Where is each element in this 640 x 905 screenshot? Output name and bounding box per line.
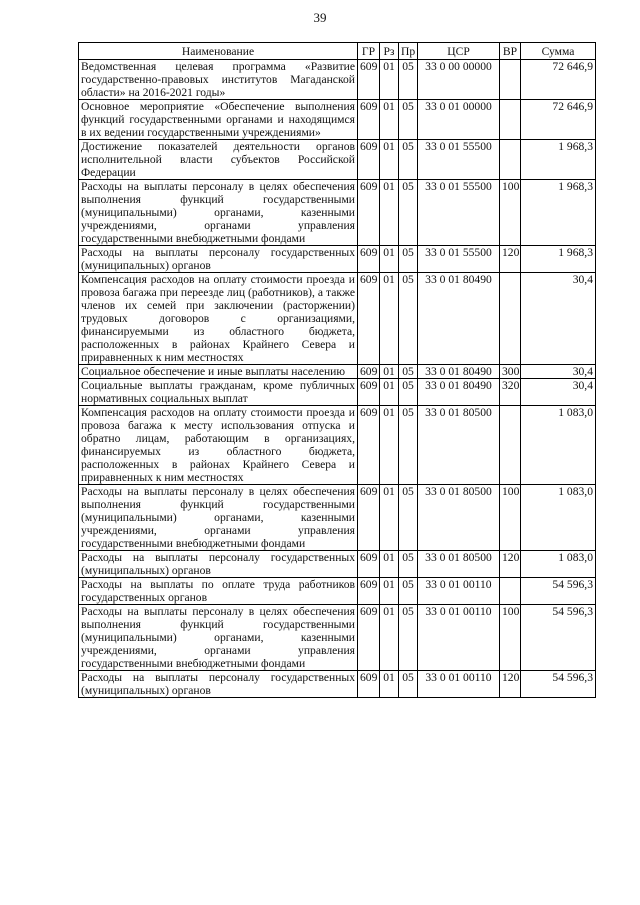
row-gr: 609 [358, 379, 380, 406]
row-rz: 01 [380, 551, 399, 578]
header-pr: Пр [399, 43, 418, 60]
row-sum: 1 083,0 [521, 406, 596, 485]
row-gr: 609 [358, 605, 380, 671]
row-pr: 05 [399, 246, 418, 273]
row-vr [500, 406, 521, 485]
header-csr: ЦСР [418, 43, 500, 60]
row-gr: 609 [358, 180, 380, 246]
row-sum: 1 968,3 [521, 246, 596, 273]
header-vr: ВР [500, 43, 521, 60]
row-sum: 30,4 [521, 379, 596, 406]
row-name: Расходы на выплаты персоналу государственных (муниципальных) органов [79, 671, 358, 698]
row-gr: 609 [358, 100, 380, 140]
row-gr: 609 [358, 60, 380, 100]
row-rz: 01 [380, 60, 399, 100]
table-row [79, 671, 596, 698]
row-pr: 05 [399, 100, 418, 140]
row-csr: 33 0 01 00000 [418, 100, 500, 140]
row-name: Расходы на выплаты персоналу в целях обеспечения выполнения функций государственными (муниципальными) органами, казенными учреждениями, органами управления государственными внебюджетными фондами [79, 485, 358, 551]
row-name: Расходы на выплаты персоналу государственных (муниципальных) органов [79, 246, 358, 273]
page-number: 39 [313, 10, 327, 25]
table-row [79, 140, 596, 180]
row-csr: 33 0 01 00110 [418, 605, 500, 671]
row-pr: 05 [399, 605, 418, 671]
row-name: Расходы на выплаты персоналу в целях обеспечения выполнения функций государственными (муниципальными) органами, казенными учреждениями, органами управления государственными внебюджетными фондами [79, 605, 358, 671]
row-sum: 1 968,3 [521, 140, 596, 180]
row-gr: 609 [358, 485, 380, 551]
row-pr: 05 [399, 578, 418, 605]
row-vr: 100 [500, 180, 521, 246]
table-row [79, 60, 596, 100]
row-csr: 33 0 01 80490 [418, 273, 500, 365]
row-csr: 33 0 01 80500 [418, 485, 500, 551]
row-sum: 72 646,9 [521, 100, 596, 140]
row-sum: 30,4 [521, 273, 596, 365]
row-name: Основное мероприятие «Обеспечение выполнения функций государственными органами и находящимся в их ведении государственными учреждениями» [79, 100, 358, 140]
row-name: Достижение показателей деятельности органов исполнительной власти субъектов Российской Федерации [79, 140, 358, 180]
row-rz: 01 [380, 671, 399, 698]
row-vr: 320 [500, 379, 521, 406]
row-rz: 01 [380, 273, 399, 365]
row-csr: 33 0 01 80500 [418, 406, 500, 485]
row-pr: 05 [399, 60, 418, 100]
row-sum: 1 083,0 [521, 485, 596, 551]
header-name: Наименование [79, 43, 358, 60]
row-csr: 33 0 01 00110 [418, 578, 500, 605]
row-rz: 01 [380, 485, 399, 551]
row-vr: 120 [500, 551, 521, 578]
table-header-row [79, 43, 596, 60]
row-vr: 300 [500, 365, 521, 379]
row-pr: 05 [399, 365, 418, 379]
row-sum: 30,4 [521, 365, 596, 379]
row-csr: 33 0 00 00000 [418, 60, 500, 100]
row-rz: 01 [380, 100, 399, 140]
row-rz: 01 [380, 379, 399, 406]
row-rz: 01 [380, 140, 399, 180]
table-row [79, 578, 596, 605]
table-row [79, 551, 596, 578]
header-sum: Сумма [521, 43, 596, 60]
row-vr: 100 [500, 485, 521, 551]
row-vr: 120 [500, 671, 521, 698]
row-name: Расходы на выплаты персоналу в целях обеспечения выполнения функций государственными (муниципальными) органами, казенными учреждениями, органами управления государственными внебюджетными фондами [79, 180, 358, 246]
row-vr [500, 100, 521, 140]
row-sum: 1 083,0 [521, 551, 596, 578]
row-rz: 01 [380, 605, 399, 671]
row-pr: 05 [399, 273, 418, 365]
row-pr: 05 [399, 379, 418, 406]
row-csr: 33 0 01 55500 [418, 180, 500, 246]
row-pr: 05 [399, 406, 418, 485]
row-sum: 1 968,3 [521, 180, 596, 246]
table-body [79, 60, 596, 698]
row-pr: 05 [399, 551, 418, 578]
budget-table [78, 42, 596, 698]
row-vr: 100 [500, 605, 521, 671]
row-name: Ведомственная целевая программа «Развитие государственно-правовых институтов Магаданской области» на 2016-2021 годы» [79, 60, 358, 100]
row-gr: 609 [358, 365, 380, 379]
row-gr: 609 [358, 551, 380, 578]
header-rz: Рз [380, 43, 399, 60]
row-rz: 01 [380, 406, 399, 485]
row-csr: 33 0 01 55500 [418, 246, 500, 273]
row-rz: 01 [380, 365, 399, 379]
row-gr: 609 [358, 671, 380, 698]
row-pr: 05 [399, 485, 418, 551]
header-gr: ГР [358, 43, 380, 60]
row-sum: 72 646,9 [521, 60, 596, 100]
row-vr [500, 60, 521, 100]
row-sum: 54 596,3 [521, 578, 596, 605]
row-csr: 33 0 01 55500 [418, 140, 500, 180]
row-pr: 05 [399, 671, 418, 698]
row-csr: 33 0 01 80500 [418, 551, 500, 578]
row-sum: 54 596,3 [521, 671, 596, 698]
row-vr [500, 140, 521, 180]
row-name: Социальное обеспечение и иные выплаты населению [79, 365, 358, 379]
table-row [79, 180, 596, 246]
table-row [79, 379, 596, 406]
table-row [79, 246, 596, 273]
row-name: Социальные выплаты гражданам, кроме публичных нормативных социальных выплат [79, 379, 358, 406]
table-row [79, 406, 596, 485]
row-gr: 609 [358, 578, 380, 605]
row-rz: 01 [380, 246, 399, 273]
row-name: Расходы на выплаты персоналу государственных (муниципальных) органов [79, 551, 358, 578]
row-gr: 609 [358, 406, 380, 485]
row-csr: 33 0 01 00110 [418, 671, 500, 698]
row-pr: 05 [399, 180, 418, 246]
row-csr: 33 0 01 80490 [418, 379, 500, 406]
row-gr: 609 [358, 246, 380, 273]
table-row [79, 605, 596, 671]
row-vr [500, 273, 521, 365]
row-csr: 33 0 01 80490 [418, 365, 500, 379]
row-gr: 609 [358, 140, 380, 180]
row-vr: 120 [500, 246, 521, 273]
table-row [79, 273, 596, 365]
row-vr [500, 578, 521, 605]
row-rz: 01 [380, 180, 399, 246]
row-name: Расходы на выплаты по оплате труда работников государственных органов [79, 578, 358, 605]
table-row [79, 100, 596, 140]
row-rz: 01 [380, 578, 399, 605]
row-gr: 609 [358, 273, 380, 365]
row-name: Компенсация расходов на оплату стоимости проезда и провоза багажа к месту использования отпуска и обратно лицам, работающим в организациях, финансируемых из областного бюджета, расположенных в районах Крайнего Севера и приравненных к ним местностях [79, 406, 358, 485]
table-row [79, 485, 596, 551]
row-name: Компенсация расходов на оплату стоимости проезда и провоза багажа при переезде лиц (работников), а также членов их семей при заключении (расторжении) трудовых договоров с организациями, финансируемыми из областного бюджета, расположенных в районах Крайнего Севера и приравненных к ним местностях [79, 273, 358, 365]
table-row [79, 365, 596, 379]
row-pr: 05 [399, 140, 418, 180]
row-sum: 54 596,3 [521, 605, 596, 671]
